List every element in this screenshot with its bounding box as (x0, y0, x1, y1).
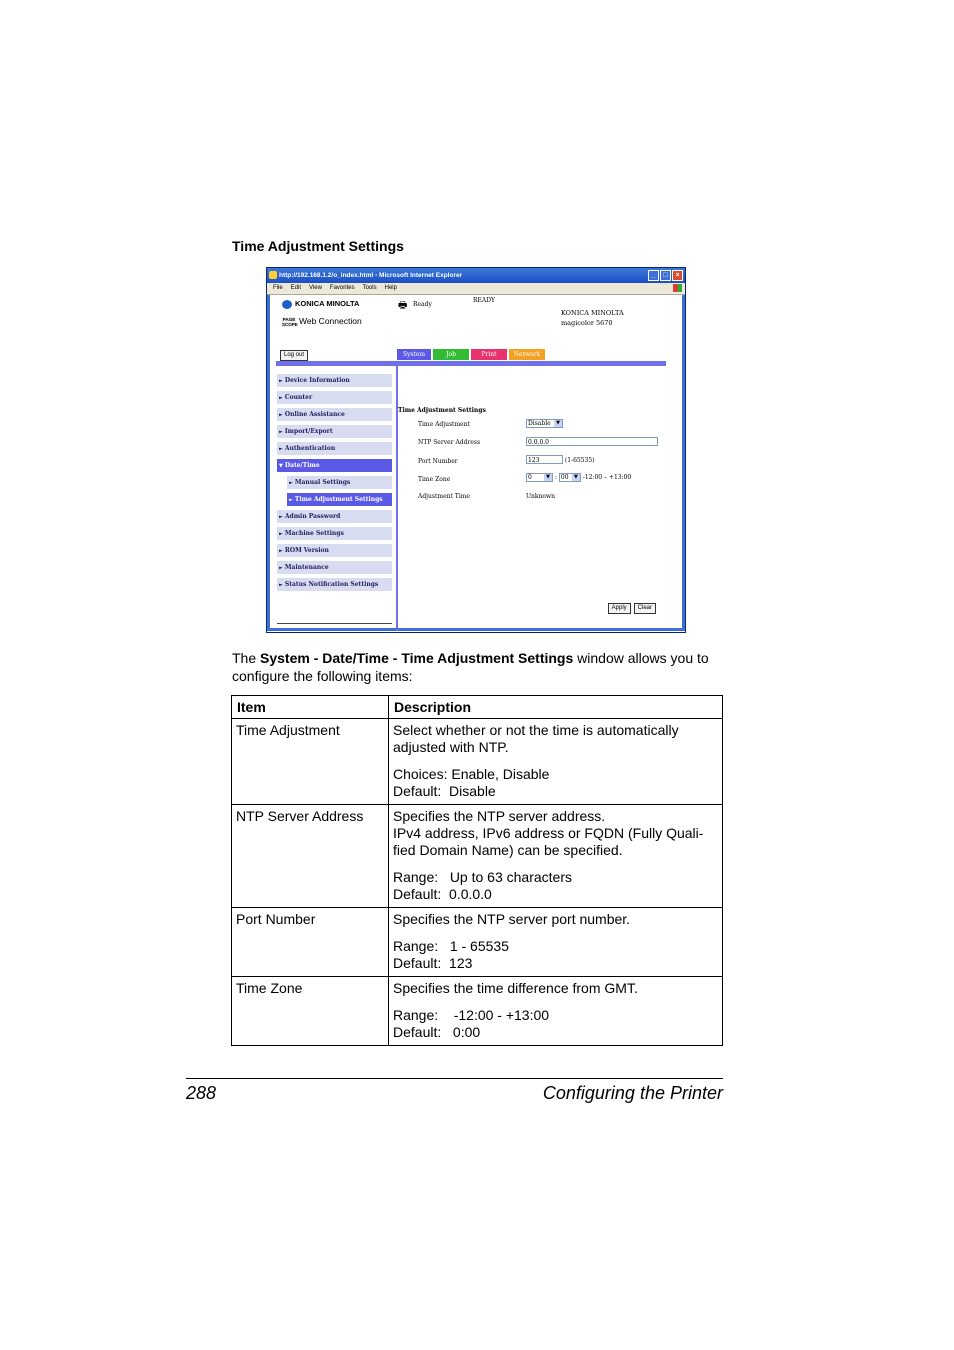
maximize-button[interactable]: □ (660, 270, 671, 281)
sidebar-item[interactable] (287, 493, 392, 506)
sidebar-item-label: ROM Version (284, 547, 329, 554)
item-cell: Time Zone (232, 977, 389, 1046)
triangle-right-icon: ► (279, 514, 283, 520)
sidebar-item[interactable] (277, 544, 392, 557)
tab-print[interactable]: Print (471, 349, 507, 360)
triangle-down-icon: ▼ (279, 463, 283, 469)
section-title: Time Adjustment Settings (232, 238, 404, 254)
browser-title-bar (267, 268, 685, 283)
menu-tools[interactable]: Tools (362, 285, 377, 291)
status-label: Ready (413, 301, 432, 308)
status-value: READY (473, 297, 496, 304)
header-divider (276, 361, 666, 366)
close-button[interactable]: × (672, 270, 683, 281)
vertical-divider (396, 366, 398, 631)
adjustment-time-label: Adjustment Time (418, 493, 470, 500)
pagescope-logo: PAGE SCOPE (282, 316, 298, 327)
column-header-description: Description (389, 696, 723, 719)
sidebar-item[interactable] (277, 391, 392, 404)
triangle-right-icon: ► (279, 531, 283, 537)
browser-menu-bar (267, 283, 685, 295)
sidebar-item-label: Counter (284, 394, 313, 401)
tab-network[interactable]: Network (509, 349, 545, 360)
sidebar-item-label: Date/Time (284, 462, 320, 469)
konica-minolta-mark-icon (282, 300, 292, 309)
menu-file[interactable]: File (273, 285, 283, 291)
time-adjustment-select[interactable]: Disable ▼ (526, 419, 563, 428)
sidebar-item-label: Import/Export (284, 428, 333, 435)
triangle-right-icon: ► (279, 548, 283, 554)
sidebar-item[interactable] (277, 510, 392, 523)
description-text: Specifies the NTP server address. (393, 808, 606, 824)
column-header-item: Item (232, 696, 389, 719)
item-cell: Port Number (232, 908, 389, 977)
chevron-down-icon: ▼ (572, 474, 580, 481)
sidebar-item-label: Manual Settings (294, 479, 351, 486)
sidebar-item[interactable] (277, 442, 392, 455)
triangle-right-icon: ► (279, 412, 283, 418)
panel-title: Time Adjustment Settings (398, 407, 486, 414)
minimize-button[interactable]: _ (648, 270, 659, 281)
description-cell (389, 805, 723, 908)
triangle-right-icon: ► (289, 497, 293, 503)
menu-help[interactable]: Help (384, 285, 397, 291)
description-detail: Default: Disable (393, 783, 496, 799)
sidebar-item[interactable] (277, 425, 392, 438)
sidebar-item[interactable] (277, 408, 392, 421)
printer-model: KONICA MINOLTA magicolor 5670 (561, 309, 624, 327)
apply-button[interactable]: Apply (608, 603, 631, 614)
item-cell: Time Adjustment (232, 719, 389, 805)
sidebar-item-label: Device Information (284, 377, 350, 384)
web-page (267, 295, 685, 631)
menu-favorites[interactable]: Favorites (329, 285, 355, 291)
time-zone-minutes-select[interactable]: 00 ▼ (559, 473, 581, 482)
sidebar-item-label: Machine Settings (284, 530, 344, 537)
description-cell (389, 977, 723, 1046)
description-detail: Range: Up to 63 characters (393, 869, 572, 885)
chevron-down-icon: ▼ (554, 420, 562, 427)
sidebar-item[interactable] (277, 578, 392, 591)
browser-title: http://192.168.1.2/o_index.html - Microsoft Internet Explorer (279, 272, 463, 279)
konica-minolta-logo: KONICA MINOLTA (282, 299, 359, 309)
printer-status-icon: 🖶 (398, 300, 408, 311)
intro-bold-path: System - Date/Time - Time Adjustment Settings (260, 650, 574, 666)
description-text: Select whether or not the time is automatically adjusted with NTP. (393, 722, 679, 755)
chevron-down-icon: ▼ (544, 474, 552, 481)
table-row (232, 805, 723, 908)
triangle-right-icon: ► (279, 395, 283, 401)
time-zone-range-hint: -12:00 – +13:00 (582, 474, 632, 481)
table-header-row (232, 696, 723, 719)
triangle-right-icon: ► (289, 480, 293, 486)
sidebar-menu (277, 374, 392, 595)
time-zone-label: Time Zone (418, 476, 451, 483)
sidebar-divider (277, 623, 392, 624)
ntp-server-input[interactable]: 0.0.0.0 (526, 437, 658, 446)
chapter-title: Configuring the Printer (542, 1083, 723, 1103)
table-row (232, 977, 723, 1046)
table-row (232, 719, 723, 805)
adjustment-time-value: Unknown (526, 493, 556, 500)
logout-button[interactable]: Log out (280, 350, 308, 361)
sidebar-item-label: Online Assistance (284, 411, 345, 418)
form-buttons (608, 603, 656, 614)
triangle-right-icon: ► (279, 446, 283, 452)
ntp-server-label: NTP Server Address (418, 439, 481, 446)
menu-view[interactable]: View (309, 285, 322, 291)
web-connection-logo: PAGE SCOPEWeb Connection (282, 316, 362, 327)
top-tabs (397, 349, 545, 360)
intro-paragraph: The System - Date/Time - Time Adjustment Settings window allows you to configure the following items: (232, 650, 709, 684)
description-text: IPv4 address, IPv6 address or FQDN (Fully Quali-fied Domain Name) can be specified. (393, 825, 704, 858)
sidebar-item[interactable] (277, 459, 392, 472)
triangle-right-icon: ► (279, 565, 283, 571)
sidebar-item[interactable] (277, 527, 392, 540)
item-cell: NTP Server Address (232, 805, 389, 908)
description-detail: Default: 123 (393, 955, 473, 971)
description-detail: Default: 0.0.0.0 (393, 886, 492, 902)
description-detail: Default: 0:00 (393, 1024, 481, 1040)
sidebar-item-label: Maintenance (284, 564, 329, 571)
description-detail: Range: 1 - 65535 (393, 938, 509, 954)
triangle-right-icon: ► (279, 429, 283, 435)
browser-window (266, 267, 686, 633)
port-number-input[interactable]: 123 (526, 455, 563, 464)
ie-icon (269, 271, 277, 279)
description-detail: Range: -12:00 - +13:00 (393, 1007, 550, 1023)
sidebar-item-label: Status Notification Settings (284, 581, 379, 588)
triangle-right-icon: ► (279, 582, 283, 588)
triangle-right-icon: ► (279, 378, 283, 384)
table-row (232, 908, 723, 977)
time-zone-colon: : (554, 474, 557, 481)
description-cell (389, 719, 723, 805)
description-detail: Choices: Enable, Disable (393, 766, 550, 782)
sidebar-item[interactable] (277, 374, 392, 387)
time-adjustment-label: Time Adjustment (418, 421, 470, 428)
settings-table (231, 695, 723, 1046)
sidebar-item-label: Admin Password (284, 513, 341, 520)
port-range-hint: (1-65535) (564, 457, 595, 464)
page-number: 288 (186, 1083, 217, 1103)
tab-job[interactable]: Job (433, 349, 469, 360)
description-cell (389, 908, 723, 977)
time-zone-hours-select[interactable]: 0 ▼ (526, 473, 553, 482)
sidebar-item-label: Time Adjustment Settings (294, 496, 383, 503)
tab-system[interactable]: System (397, 349, 431, 360)
description-text: Specifies the time difference from GMT. (393, 980, 638, 996)
port-number-label: Port Number (418, 458, 458, 465)
clear-button[interactable]: Clear (634, 603, 656, 614)
description-text: Specifies the NTP server port number. (393, 911, 631, 927)
windows-logo-icon (673, 284, 682, 292)
sidebar-item[interactable] (277, 561, 392, 574)
sidebar-item[interactable] (287, 476, 392, 489)
footer-rule (186, 1078, 723, 1079)
menu-edit[interactable]: Edit (290, 285, 302, 291)
sidebar-item-label: Authentication (284, 445, 336, 452)
